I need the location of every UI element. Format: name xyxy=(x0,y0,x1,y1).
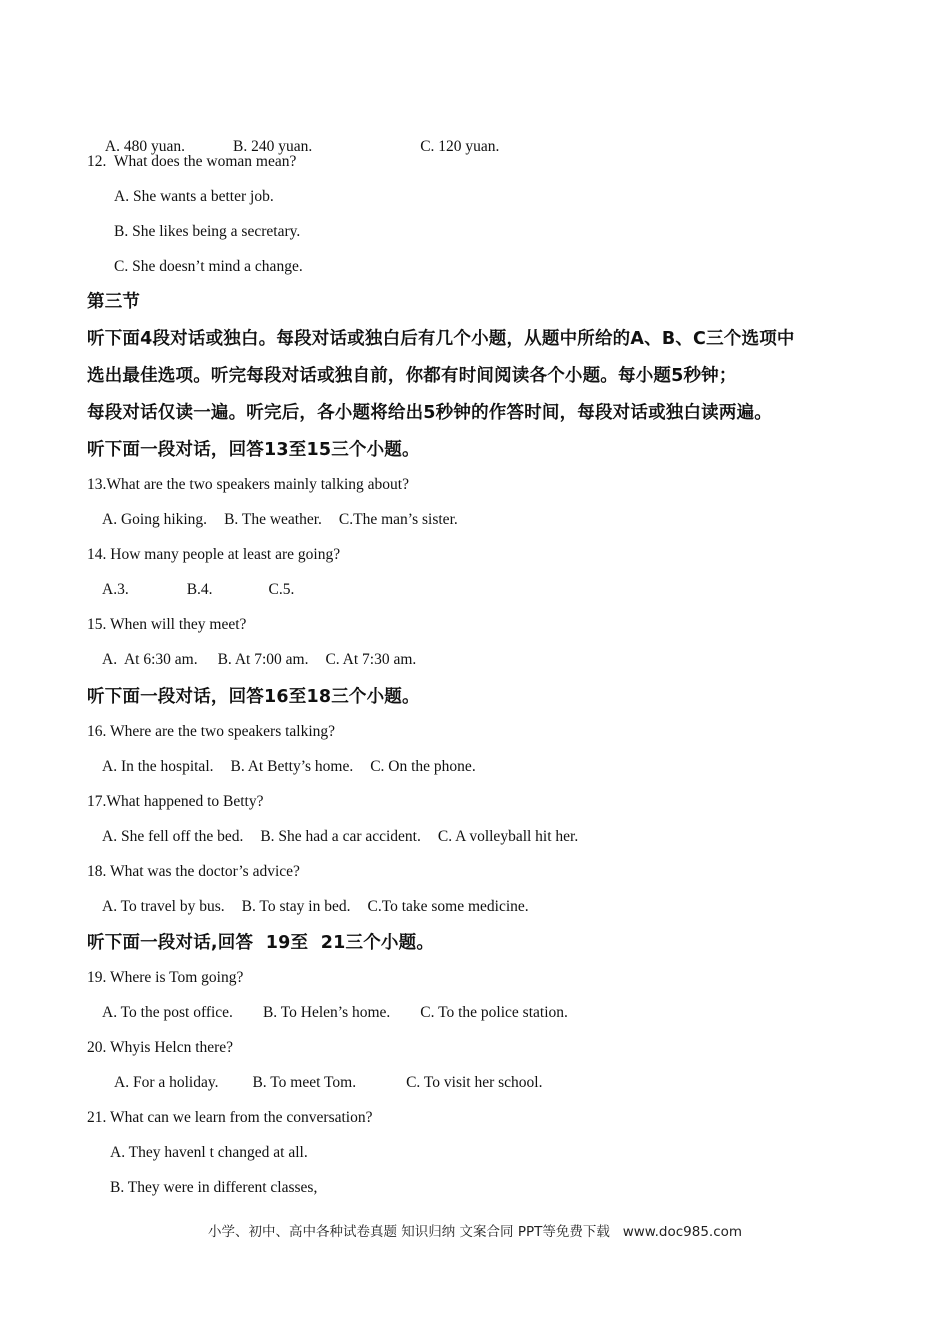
page-footer: 小学、初中、高中各种试卷真题 知识归纳 文案合同 PPT等免费下载 www.doc985.com xyxy=(207,1224,743,1240)
q11-option-b: B. 240 yuan. xyxy=(232,138,313,155)
q12-option-a: A. She wants a better job. xyxy=(114,188,274,205)
q19-question: 19. Where is Tom going? xyxy=(87,969,244,986)
q20-option-a: A. For a holiday. xyxy=(114,1074,219,1091)
q12-option-b: B. She likes being a secretary. xyxy=(114,223,301,240)
section-instructions-line-3: 每段对话仅读一遍。听完后，各小题将给出5秒钟的作答时间，每段对话或独白读两遍。 xyxy=(87,403,772,423)
q14-question: 14. How many people at least are going? xyxy=(87,546,341,563)
dialog2-heading: 听下面一段对话，回答16至18三个小题。 xyxy=(87,687,420,707)
q13-option-c: C.The man’s sister. xyxy=(338,511,458,528)
q16-option-b: B. At Betty’s home. xyxy=(230,758,354,775)
q18-option-a: A. To travel by bus. xyxy=(102,898,225,915)
dialog3-heading: 听下面一段对话,回答 19至 21三个小题。 xyxy=(87,933,435,953)
q15-options xyxy=(102,650,416,670)
q17-options xyxy=(102,827,578,847)
q20-question: 20. Whyis Helcn there? xyxy=(87,1039,234,1056)
q21-option-a: A. They havenl t changed at all. xyxy=(110,1144,308,1161)
q14-options xyxy=(102,580,294,600)
q16-question: 16. Where are the two speakers talking? xyxy=(87,723,336,740)
q20-option-c: C. To visit her school. xyxy=(406,1074,543,1091)
section-title: 第三节 xyxy=(87,292,141,312)
q14-option-c: C.5. xyxy=(268,581,295,598)
q14-option-a: A.3. xyxy=(102,581,129,598)
q18-question: 18. What was the doctor’s advice? xyxy=(87,863,300,880)
section-instructions-line-1: 听下面4段对话或独白。每段对话或独白后有几个小题，从题中所给的A、B、C三个选项中 xyxy=(87,329,795,349)
q15-question: 15. When will they meet? xyxy=(87,616,247,633)
q11-option-c: C. 120 yuan. xyxy=(420,138,500,155)
q11-option-a: A. 480 yuan. xyxy=(104,138,185,155)
q13-option-a: A. Going hiking. xyxy=(102,511,208,528)
q21-option-b: B. They were in different classes, xyxy=(110,1179,318,1196)
q13-question: 13.What are the two speakers mainly talking about? xyxy=(87,476,409,493)
q18-options xyxy=(102,897,529,917)
q19-option-c: C. To the police station. xyxy=(420,1004,568,1021)
q15-option-b: B. At 7:00 am. xyxy=(217,651,309,668)
q16-option-a: A. In the hospital. xyxy=(102,758,214,775)
q17-question: 17.What happened to Betty? xyxy=(87,793,264,810)
q15-option-c: C. At 7:30 am. xyxy=(325,651,417,668)
q18-option-c: C.To take some medicine. xyxy=(367,898,529,915)
q17-option-a: A. She fell off the bed. xyxy=(102,828,244,845)
q20-option-b: B. To meet Tom. xyxy=(252,1074,357,1091)
q15-option-a: A. At 6:30 am. xyxy=(102,651,198,668)
q11-options xyxy=(98,117,499,157)
q20-options xyxy=(114,1073,542,1093)
q13-option-b: B. The weather. xyxy=(224,511,322,528)
q12-question: 12. What does the woman mean? xyxy=(87,153,297,170)
q14-option-b: B.4. xyxy=(186,581,213,598)
q16-options xyxy=(102,757,476,777)
q21-question: 21. What can we learn from the conversation? xyxy=(87,1109,373,1126)
dialog1-heading: 听下面一段对话，回答13至15三个小题。 xyxy=(87,440,420,460)
q16-option-c: C. On the phone. xyxy=(370,758,476,775)
q19-options xyxy=(102,1003,568,1023)
q18-option-b: B. To stay in bed. xyxy=(241,898,351,915)
q17-option-c: C. A volleyball hit her. xyxy=(437,828,579,845)
q19-option-b: B. To Helen’s home. xyxy=(262,1004,391,1021)
q19-option-a: A. To the post office. xyxy=(102,1004,233,1021)
q12-option-c: C. She doesn’t mind a change. xyxy=(114,258,303,275)
section-instructions-line-2: 选出最佳选项。听完每段对话或独自前，你都有时间阅读各个小题。每小题5秒钟； xyxy=(87,366,737,386)
q13-options xyxy=(102,510,458,530)
q17-option-b: B. She had a car accident. xyxy=(260,828,421,845)
